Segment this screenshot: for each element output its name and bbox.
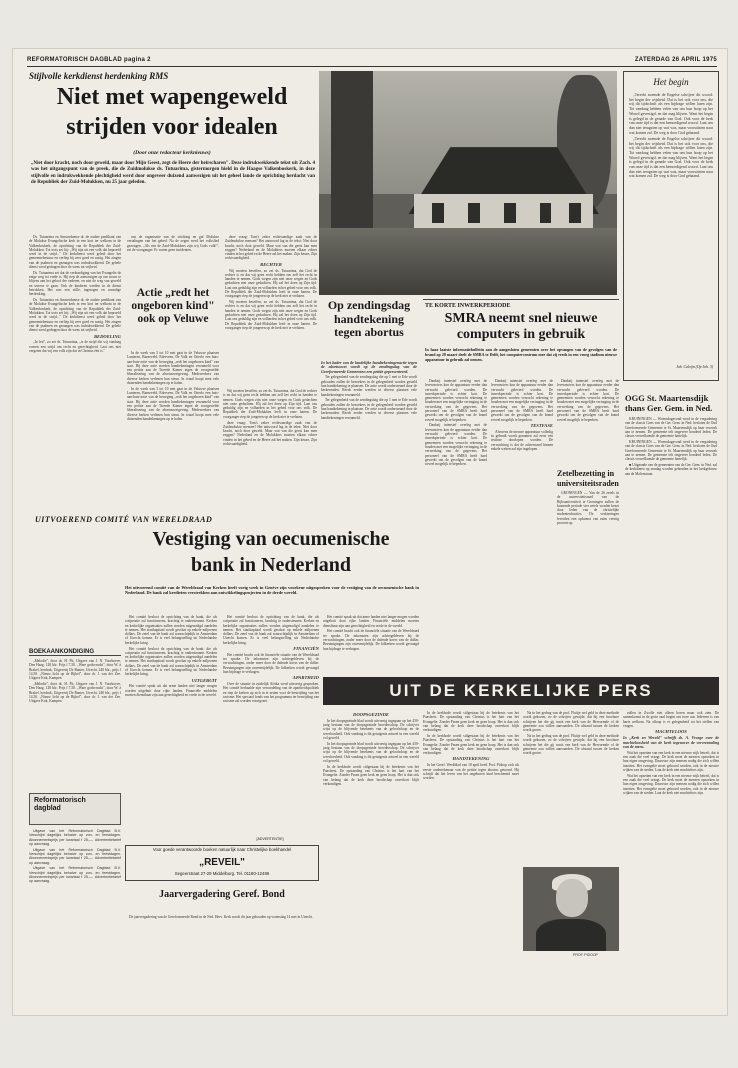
ad-reveil-title: „REVEIL": [199, 857, 245, 868]
uitgebuit-heading: UITGEBUIT: [191, 677, 217, 683]
pers-col-3: Na in het gedrag van de prof. Fluitje wel geld in deze methode wordt gekozen, zo de schrijver gewijde, dat hij een brochure schrijven het die gij nooit een kerk van de Hervormde of de gemeente zou willen aanvaarden. De afstand tussen de kerken wordt groter. Na in het gedrag van de prof. Fluitje wel geld in deze methode wordt gekozen, zo de schrijver gewijde, dat hij een brochure schrijven het die gij nooit een kerk van de Hervormde of de gemeente zou willen aanvaarden. De afstand tussen de kerken wordt groter.: [523, 711, 619, 756]
advertentie-label: [ADVERTENTIE]: [256, 837, 284, 841]
oecumene-col-2: Het comité besloot de oprichting van de bank, die als coöperatie zal functioneren, krachtig te ondersteunen. Kerken en kerkelijke organisaties zullen worden uitgenodigd aandelen te nemen. Het startkapitaal wordt geschat op enkele miljoenen dollars. De zetel van de bank zal waarschijnlijk in Amsterdam of Utrecht komen. Er is veel belangstelling uit Nederlandse kerkelijke kring. FINANCIËN Het comité bracht ook de financiële situatie van de Wereldraad ter sprake. De inkomsten zijn achtergebleven bij de verwachtingen, onder meer door de dalende koers van de dollar. Bezuinigingen zijn onvermijdelijk. De lidkerken wordt gevraagd hun bijdrage te verhogen. APARTHEID Over de situatie in zuidelijk Afrika werd uitvoerig gesproken. Het comité herhaalde zijn veroordeling van de apartheidspolitiek en riep de kerken op zich in te zetten voor de bestrijding van het racisme. Het speciaal fonds van het programma ter bestrijding van racisme zal worden voortgezet.: [223, 615, 319, 704]
paper-name: REFORMATORISCH DAGBLAD pagina 2: [27, 57, 151, 63]
zending-lede: In het kader van de landelijke handtekeningenactie tegen de abortuswet wordt op de zendingsdag van de Gereformeerde Gemeenten een petitie gepresenteerd.: [321, 360, 417, 374]
financien-heading: FINANCIËN: [293, 646, 319, 652]
masthead: [27, 55, 717, 67]
handtekening-heading: HANDTEKENING: [452, 756, 490, 762]
jaarvergadering-text: De jaarvergadering van de Gereformeerde Bond in de Ned. Herv. Kerk wordt dit jaar gehouden op woensdag 14 mei in Utrecht.: [129, 915, 313, 919]
church-photo: [319, 71, 617, 295]
oecumene-col-3: Het comité sprak uit dat arme landen niet langer mogen worden uitgebuit door rijke landen. Financiële middelen moeten dienstbaar zijn aan gerechtigheid en vrede in de wereld. Het comité bracht ook de financiële situatie van de Wereldraad ter sprake. De inkomsten zijn achtergebleven bij de verwachtingen, onder meer door de dalende koers van de dollar. Bezuinigingen zijn onvermijdelijk. De lidkerken wordt gevraagd hun bijdrage te verhogen.: [323, 615, 419, 651]
zending-text: In het kader van de landelijke handtekeningenactie tegen de abortuswet wordt op de zendingsdag van de Gereformeerde Gemeenten een petitie gepresenteerd. Ter gelegenheid van de zendingsdag die op 1 mei te Ede wordt gehouden zullen de bezoekers in de gelegenheid worden gesteld hun handtekening te plaatsen. De actie wordt ondersteund door de kerkenraden. Reeds eerder werden in diverse plaatsen vele handtekeningen verzameld. Ter gelegenheid van de zendingsdag die op 1 mei te Ede wordt gehouden zullen de bezoekers in de gelegenheid worden gesteld hun handtekening te plaatsen. De actie wordt ondersteund door de kerkenraden. Reeds eerder werden in diverse plaatsen vele handtekeningen verzameld.: [321, 360, 417, 420]
rms-headline-line1: Niet met wapengeweld: [56, 84, 288, 110]
oecumene-col-1: Het comité besloot de oprichting van de bank, die als coöperatie zal functioneren, krachtig te ondersteunen. Kerken en kerkelijke organisaties zullen worden uitgenodigd aandelen te nemen. Het startkapitaal wordt geschat op enkele miljoenen dollars. De zetel van de bank zal waarschijnlijk in Amsterdam of Utrecht komen. Er is veel belangstelling uit Nederlandse kerkelijke kring. Het comité besloot de oprichting van de bank, die als coöperatie zal functioneren, krachtig te ondersteunen. Kerken en kerkelijke organisaties zullen worden uitgenodigd aandelen te nemen. Het startkapitaal wordt geschat op enkele miljoenen dollars. De zetel van de bank zal waarschijnlijk in Amsterdam of Utrecht komen. Er is veel belangstelling uit Nederlandse kerkelijke kring. UITGEBUIT Het comité sprak uit dat arme landen niet langer mogen worden uitgebuit door rijke landen. Financiële middelen moeten dienstbaar zijn aan gerechtigheid en vrede in de wereld.: [125, 615, 217, 698]
rms-byline: (Door onze redacteur kerknieuws): [133, 150, 211, 156]
smra-kicker: TE KORTE INWERKPERIODE: [425, 303, 511, 309]
rms-column-3b: Wij moeten beseffen, zo zei ds. Tutuarima, dat God de rechter is en dat wij geen recht hebben om zelf het recht in handen te nemen. Gods wegen zijn niet onze wegen en Gods gedachten niet onze gedachten. Hij zal het doen op Zijn tijd. Laat ons geduldig zijn en volharden in het gebed voor ons volk. De Republiek der Zuid-Molukken leeft in onze harten. De voorganger riep de jongeren op de kerk niet te verlaten. deze vraag: Tom's zeker rechtvaardige zaak van de Zuidmolukse mensen? Het antwoord lag in de tekst: Niet door kracht, noch door geweld. Maar wat van die geest kan men zeggen? Nederland en de Molukkers moeten elkaar echter vinden in het gebed en de Heere zal het maken. Zijn keuze, Zijn rechtvaardigheid.: [223, 389, 317, 447]
rms-lede: „Niet door kracht, noch door geweld, maar door Mijn Geest, zegt de Heere der heirscharen". Deze indrukwekkende tekst uit Zach. 4 was het uitgangspunt van de preek, die de Zuidmolukse ds. Tutuarima, gistermorgen hield in de Haagse Valkenboskerk, in deze stijlvolle en indrukwekkende plechtigheid werd door ongeveer duizend aanwezigen uit het geheel lande de oprichting herdacht van de Republiek der Zuid-Molukken, nu 25 jaar geleden.: [31, 161, 315, 186]
boekaankondiging-heading: BOEKAANKONDIGING: [29, 649, 121, 656]
colofon-text: Uitgave van het Reformatorisch Dagblad B.V. Verschijnt dagelijks behalve op zon- en feestdagen. Abonnementsprijs per kwartaal f 25,—. Advertentietarief op aanvraag. Uitgave van het Reformatorisch Dagblad B.V. Verschijnt dagelijks behalve op zon- en feestdagen. Abonnementsprijs per kwartaal f 25,—. Advertentietarief op aanvraag. Uitgave van het Reformatorisch Dagblad B.V. Verschijnt dagelijks behalve op zon- en feestdagen. Abonnementsprijs per kwartaal f 25,—. Advertentietarief op aanvraag.: [29, 829, 121, 884]
zetelbezetting-text: GRONINGEN — Van de 26 zetels in de universiteitsraad van de Rijksuniversiteit te Groningen zullen de komende periode vier zetels worden bezet door leden van de christelijke studentenfracties. De verkiezingen leverden een opkomst van ruim veertig procent op.: [557, 491, 619, 526]
bedoeling-text: „In feit", zo zei ds. Tutuarima, „is de strijd die wij vandaag voeren een strijd om recht en gerechtigheid. Laat ons niet vergeten dat wij een volk zijn dat in Christus één is.": [29, 340, 121, 353]
apartheid-heading: APARTHEID: [292, 675, 319, 681]
rms-column-2: ons de organisatie van de stichting en gaf Molukse vertalingen van het gebed. Na de zegen werd het volkslied gezongen. „Als een de Zuid-Molukkers zijn wij Gods volk!", zei de voorganger. Er waren geen incidenten.: [127, 235, 219, 252]
prof-pidoop-caption: PROF. PIDOOP: [573, 953, 598, 957]
ad-reveil-intro: Voor goede verantwoorde boeken natuurlijk naar Christelijke boekhandel: [152, 847, 292, 852]
smra-col-2: Dankzij intensief overleg met de leveranciers kon de apparatuur eerder dan verwacht geleverd worden. De inwerkperiode is echter kort. De gemeenten worden verzocht rekening te houden met een mogelijke vertraging in de verwerking van de gegevens. Het personeel van de SMRA heeft hard gewerkt om de gevolgen van de brand zoveel mogelijk te beperken. TESTFASE Alvorens de nieuwe apparatuur volledig in gebruik wordt genomen zal eerst een testfase doorlopen worden. De verwachting is dat de achterstand binnen enkele weken zal zijn ingelopen.: [491, 379, 553, 451]
ogg-note: ■ Uitgaande van de gemeenten van de Ger. Gem. in Ned. zal de kerkdienst op zondag worden gehouden in het kerkgebouw aan de Molenstraat.: [625, 462, 717, 476]
ad-reveil-address: Segeerstraat 27-29 Middelburg. Tel. 01180-12486: [174, 871, 270, 876]
zending-headline: Op zendingsdag handtekening tegen abortus: [327, 298, 411, 339]
machteloos-heading: MACHTELOOS: [655, 729, 687, 735]
oecumene-headline-line1: Vestiging van oecumenische: [152, 528, 390, 550]
pers-col-4: zullen in Zwolle niet alleen horen maar ook zien. De samenkomst in de grote zaal begint om twee uur. Iedereen is van harte welkom. Na afloop is er gelegenheid tot het stellen van vragen. MACHTELOOS In „Kerk en Wereld" schrijft ds. A. Vroege over de machteloosheid van de kerk tegenover de vervreemding van de mens. Wat het opzetten van een kerk in een nieuwe wijk betreft, dat is een zaak die veel vraagt. De kerk moet de mensen opzoeken in hun eigen omgeving. Daarvoor zijn mensen nodig die zich willen inzetten. Het evangelie moet gehoord worden, ook in de nieuwe wijken van de steden. Laat de kerk niet machteloos zijn. Wat het opzetten van een kerk in een nieuwe wijk betreft, dat is een zaak die veel vraagt. De kerk moet de mensen opzoeken in hun eigen omgeving. Daarvoor zijn mensen nodig die zich willen inzetten. Het evangelie moet gehoord worden, ook in de nieuwe wijken van de steden. Laat de kerk niet machteloos zijn.: [623, 711, 719, 796]
ogg-headline: OGG St. Maartensdijk thans Ger. Gem. in Ned.: [625, 393, 713, 413]
prof-pidoop-photo: [523, 867, 619, 951]
oecumene-lede: Het uitvoerend comité van de Wereldraad van Kerken heeft vorig week in Genève zijn voorkeur uitgesproken voor de vestiging van de oecumenische bank in Nederland. De bank zal kredieten verstrekken aan ontwikkelingsprojecten in de derde wereld.: [125, 585, 419, 596]
pers-col-2: In de kerkbode wordt stilgestaan bij de betekenis van het Paasfeest. De opstanding van Christus is het hart van het Evangelie. Zonder Pasen geen kerk en geen hoop. Het is dan ook van belang dat de kerk deze boodschap onverkort blijft verkondigen. In de kerkbode wordt stilgestaan bij de betekenis van het Paasfeest. De opstanding van Christus is het hart van het Evangelie. Zonder Pasen geen kerk en geen hoop. Het is dan ook van belang dat de kerk deze boodschap onverkort blijft verkondigen. HANDTEKENING In het Geref. Weekblad van 18 april heeft Prof. Pidoop zich als eerste ondertekenaar van de petitie tegen abortus getoond. Hij schrijft dat het leven van het ongeboren kind beschermd moet worden.: [423, 711, 519, 781]
zetelbezetting-headline: Zetelbezetting in universiteitsraden: [557, 469, 619, 488]
het-begin-text: „Terecht noemde de Engelse schrijver dit woord: het begin der wijsheid. Dat is het ook voor ons, die wij dit tijdschrift als een bijdrage willen laten zijn. Tot vandaag hebben velen van ons hun hoop op het Woord gevestigd, en dat mag blijven. Want het begin is gelegd in de genade van God. Ook voor de kerk van onze tijd is dat een bemoedigend woord. Laat ons dan niet terugzien op wat was, maar vooruitzien naar wat komen zal. De weg is door God gebaand. „Terecht noemde de Engelse schrijver dit woord: het begin der wijsheid. Dat is het ook voor ons, die wij dit tijdschrift als een bijdrage willen laten zijn. Tot vandaag hebben velen van ons hun hoop op het Woord gevestigd, en dat mag blijven. Want het begin is gelegd in de genade van God. Ook voor de kerk van onze tijd is dat een bemoedigend woord. Laat ons dan niet terugzien op wat was, maar vooruitzien naar wat komen zal. De weg is door God gebaand.: [629, 93, 713, 179]
ogg-text: KRUININGEN — Woensdagavond werd in de vergadering van de classis Goes van de Ger. Gem. in Ned. besloten de Oud Gereformeerde Gemeente te St. Maartensdijk op haar verzoek aan te nemen. De gemeente telt ongeveer honderd leden. De classis verwelkomde de gemeente hartelijk. KRUININGEN — Woensdagavond werd in de vergadering van de classis Goes van de Ger. Gem. in Ned. besloten de Oud Gereformeerde Gemeente te St. Maartensdijk op haar verzoek aan te nemen. De gemeente telt ongeveer honderd leden. De classis verwelkomde de gemeente hartelijk. ■ Uitgaande van de gemeenten van de Ger. Gem. in Ned. zal de kerkdienst op zondag worden gehouden in het kerkgebouw aan de Molenstraat.: [625, 417, 717, 476]
issue-date: ZATERDAG 26 APRIL 1975: [634, 57, 717, 63]
testfase-heading: TESTFASE: [530, 422, 553, 428]
actie-headline: Actie „redt het ongeboren kind" ook op Veluwe: [131, 287, 215, 325]
newspaper-page: [12, 48, 728, 1016]
doopsgezinde-heading: DOOPSGEZINDE: [353, 712, 389, 717]
oecumene-kicker: UITVOEREND COMITÉ VAN WERELDRAAD: [35, 515, 213, 524]
rms-column-1: Ds. Tutuarima en Amsterdamse dr. de oudste predikant van de Molukse Evangelische kerk in een kort ter welkom in de Valkenboskerk, de oprichting van de Republiek der Zuid-Molukken. Tot trots zei hij: „Wij zijn uit een volk dat beproefd werd in de strijd..." De kerkdienst werd geleid door het gemeentebestuur en verliep bij zeer goed en rustig. Het zingen van de psalmen en gezangen was indrukwekkend. De gehele dienst werd gedragen door de wens tot vrijheid. Ds. Tutuarima zei dat de verkondiging van het Evangelie de enige weg tot vrede is. Hij riep de aanwezigen op om trouw te blijven aan het geloof der vaderen, en niet de weg van geweld en terreur te gaan. Ook de kinderen werden in de dienst betrokken. Het was een stille, ingetogen en waardige herdenking. Ds. Tutuarima en Amsterdamse dr. de oudste predikant van de Molukse Evangelische kerk in een kort ter welkom in de Valkenboskerk, de oprichting van de Republiek der Zuid-Molukken. Tot trots zei hij: „Wij zijn uit een volk dat beproefd werd in de strijd..." De kerkdienst werd geleid door het gemeentebestuur en verliep bij zeer goed en rustig. Het zingen van de psalmen en gezangen was indrukwekkend. De gehele dienst werd gedragen door de wens tot vrijheid. BEDOELING „In feit", zo zei ds. Tutuarima, „is de strijd die wij vandaag voeren een strijd om recht en gerechtigheid. Laat ons niet vergeten dat wij een volk zijn dat in Christus één is.": [29, 235, 121, 353]
smra-col-1: Dankzij intensief overleg met de leveranciers kon de apparatuur eerder dan verwacht geleverd worden. De inwerkperiode is echter kort. De gemeenten worden verzocht rekening te houden met een mogelijke vertraging in de verwerking van de gegevens. Het personeel van de SMRA heeft hard gewerkt om de gevolgen van de brand zoveel mogelijk te beperken. Dankzij intensief overleg met de leveranciers kon de apparatuur eerder dan verwacht geleverd worden. De inwerkperiode is echter kort. De gemeenten worden verzocht rekening te houden met een mogelijke vertraging in de verwerking van de gegevens. Het personeel van de SMRA heeft hard gewerkt om de gevolgen van de brand zoveel mogelijk te beperken.: [425, 379, 487, 467]
rechter-heading: RECHTER: [260, 261, 282, 267]
bedoeling-heading: BEDOELING: [93, 333, 121, 339]
pers-col-1: DOOPSGEZINDE In het doopsgezinde blad wordt uitvoerig ingegaan op het 450-jarig bestaan van de doopsgezinde broederschap. De schrijver wijst op de blijvende betekenis van de geloofsdoop en de weerloosheid. Ook vandaag is dit getuigenis actueel in een wereld vol geweld. In het doopsgezinde blad wordt uitvoerig ingegaan op het 450-jarig bestaan van de doopsgezinde broederschap. De schrijver wijst op de blijvende betekenis van de geloofsdoop en de weerloosheid. Ook vandaag is dit getuigenis actueel in een wereld vol geweld. In de kerkbode wordt stilgestaan bij de betekenis van het Paasfeest. De opstanding van Christus is het hart van het Evangelie. Zonder Pasen geen kerk en geen hoop. Het is dan ook van belang dat de kerk deze boodschap onverkort blijft verkondigen.: [323, 712, 419, 786]
paper-logo: Reformatorisch dagblad: [29, 793, 121, 825]
kerkelijke-pers-banner: UIT DE KERKELIJKE PERS: [323, 677, 719, 705]
het-begin-signature: Joh. Calvijn (Op Joh. 3): [676, 365, 713, 369]
rms-column-3: deze vraag: Tom's zeker rechtvaardige zaak van de Zuidmolukse mensen? Het antwoord lag in de tekst: Niet door kracht, noch door geweld. Maar wat van die geest kan men zeggen? Nederland en de Molukkers moeten elkaar echter vinden in het gebed en de Heere zal het maken. Zijn keuze, Zijn rechtvaardigheid. RECHTER Wij moeten beseffen, zo zei ds. Tutuarima, dat God de rechter is en dat wij geen recht hebben om zelf het recht in handen te nemen. Gods wegen zijn niet onze wegen en Gods gedachten niet onze gedachten. Hij zal het doen op Zijn tijd. Laat ons geduldig zijn en volharden in het gebed voor ons volk. De Republiek der Zuid-Molukken leeft in onze harten. De voorganger riep de jongeren op de kerk niet te verlaten. Wij moeten beseffen, zo zei ds. Tutuarima, dat God de rechter is en dat wij geen recht hebben om zelf het recht in handen te nemen. Gods wegen zijn niet onze wegen en Gods gedachten niet onze gedachten. Hij zal het doen op Zijn tijd. Laat ons geduldig zijn en volharden in het gebed voor ons volk. De Republiek der Zuid-Molukken leeft in onze harten. De voorganger riep de jongeren op de kerk niet te verlaten.: [225, 235, 317, 330]
oecumene-headline-line2: bank in Nederland: [190, 554, 352, 576]
smra-headline: SMRA neemt snel nieuwe computers in gebruik: [444, 311, 598, 342]
rms-kicker: Stijlvolle kerkdienst herdenking RMS: [29, 71, 169, 81]
rechter-text: Wij moeten beseffen, zo zei ds. Tutuarima, dat God de rechter is en dat wij geen recht hebben om zelf het recht in handen te nemen. Gods wegen zijn niet onze wegen en Gods gedachten niet onze gedachten. Hij zal het doen op Zijn tijd. Laat ons geduldig zijn en volharden in het gebed voor ons volk. De Republiek der Zuid-Molukken leeft in onze harten. De voorganger riep de jongeren op de kerk niet te verlaten.: [225, 268, 317, 299]
smra-lede: In haar laatste informatiebulletin aan de aangesloten gemeenten over het opvangen van de gevolgen van de brand op 28 maart deelt de SMRA te Delft, het computercentrum mee dat zij reeds in een vroeg stadium nieuwe apparatuur in gebruik zal nemen.: [425, 347, 617, 362]
rms-headline-line2: strijden voor idealen: [66, 114, 278, 140]
machteloos-lede: In „Kerk en Wereld" schrijft ds. A. Vroege over de machteloosheid van de kerk tegenover de vervreemding van de mens.: [623, 735, 719, 750]
jaarvergadering-headline: Jaarvergadering Geref. Bond: [159, 889, 285, 900]
boekaankondiging-text: „Melodie", door ds. H. Pit, Uitgave van J. N. Voorhoeve, Den Haag. 128 blz. Prijs f 7,50. „Ware godsvrucht", door W. à Brakel, herdruk, Uitgeverij De Banier, Utrecht. 240 blz., prijs f 14,50. „Nieuw licht op de Bijbel", door dr. J. van der Zee. Uitgave Kok, Kampen. „Melodie", door ds. H. Pit, Uitgave van J. N. Voorhoeve, Den Haag. 128 blz. Prijs f 7,50. „Ware godsvrucht", door W. à Brakel, herdruk, Uitgeverij De Banier, Utrecht. 240 blz., prijs f 14,50. „Nieuw licht op de Bijbel", door dr. J. van der Zee. Uitgave Kok, Kampen.: [29, 659, 121, 704]
smra-col-3: Dankzij intensief overleg met de leveranciers kon de apparatuur eerder dan verwacht geleverd worden. De inwerkperiode is echter kort. De gemeenten worden verzocht rekening te houden met een mogelijke vertraging in de verwerking van de gegevens. Het personeel van de SMRA heeft hard gewerkt om de gevolgen van de brand zoveel mogelijk te beperken.: [557, 379, 619, 422]
het-begin-title: Het begin: [653, 77, 689, 87]
actie-text: In de week van 3 tot 10 mei gaat in de Veluwse plaatsen Lunteren, Barneveld, Ederveen, De Valk en Otterlo een huis-aan-huis-actie van de beweging „redt het ongeboren kind" van start. Bij deze actie worden handtekeningen verzameld voor een petitie aan de Tweede Kamer tegen de voorgestelde liberalisering van de abortuswetgeving. Medewerkers van diverse kerken verlenen hun steun. In totaal hoopt men vele duizenden handtekeningen op te halen. In de week van 3 tot 10 mei gaat in de Veluwse plaatsen Lunteren, Barneveld, Ederveen, De Valk en Otterlo een huis-aan-huis-actie van de beweging „redt het ongeboren kind" van start. Bij deze actie worden handtekeningen verzameld voor een petitie aan de Tweede Kamer tegen de voorgestelde liberalisering van de abortuswetgeving. Medewerkers van diverse kerken verlenen hun steun. In totaal hoopt men vele duizenden handtekeningen op te halen.: [127, 351, 219, 421]
